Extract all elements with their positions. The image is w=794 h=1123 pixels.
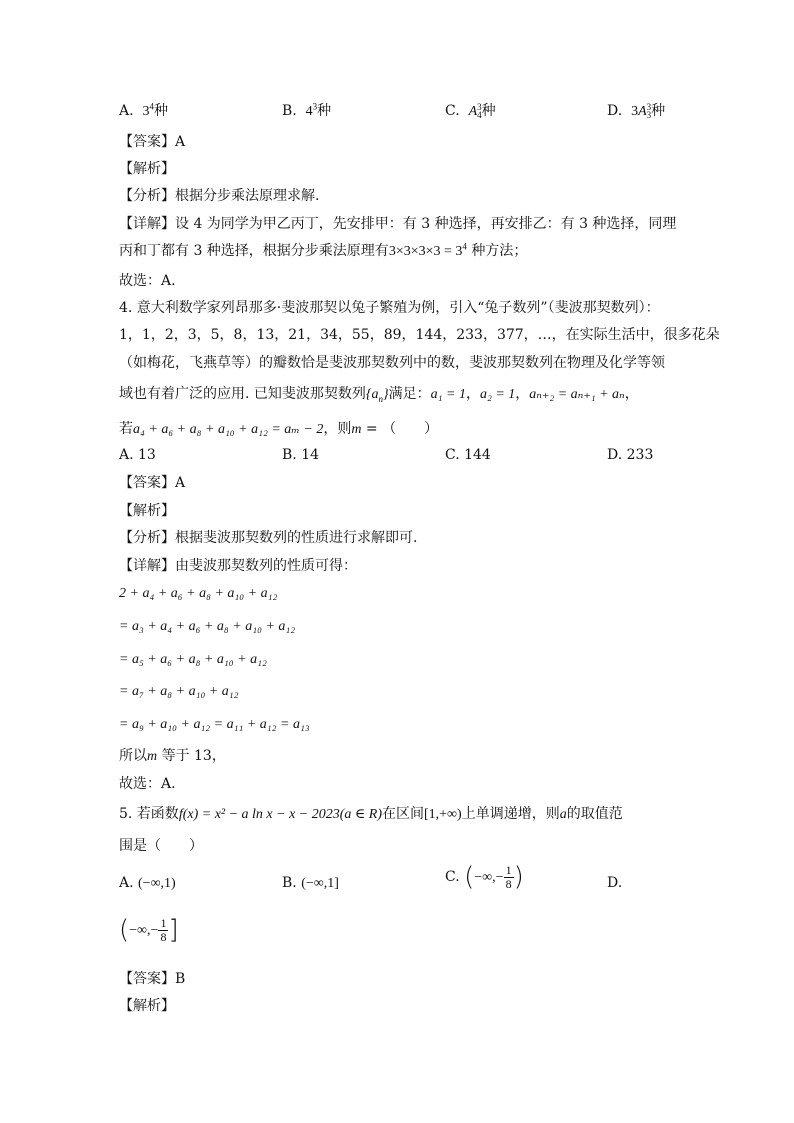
option-math: A xyxy=(468,104,478,119)
q3-option-b xyxy=(282,100,331,120)
option-math: A xyxy=(638,104,647,119)
option-math: (−∞,1] xyxy=(301,876,339,891)
option-label: C. xyxy=(445,869,460,885)
q5-answer xyxy=(119,968,185,988)
q4-option-d: D. 233 xyxy=(607,447,654,463)
q3-xiangjie-2 xyxy=(119,240,527,260)
seq-sub: n xyxy=(378,393,384,404)
q3-conclusion: 故选：A. xyxy=(119,273,176,289)
stem-text: 5. 若函数 xyxy=(119,806,179,822)
stem-math: m xyxy=(351,422,362,437)
xiangjie-tag: 【详解】 xyxy=(119,558,175,574)
stem-text: ，则 xyxy=(323,421,352,437)
q3-analysis-tag: 【解析】 xyxy=(119,161,175,177)
q4-answer xyxy=(119,472,185,492)
fraction-num: 1 xyxy=(505,862,512,877)
q4-fenxi xyxy=(119,527,417,547)
paren-open: ( xyxy=(119,915,130,945)
q4-xiangjie xyxy=(119,555,357,575)
option-exponent: 4 xyxy=(149,101,154,112)
q4-option-a: A. 13 xyxy=(119,447,156,463)
option-math: −∞,− xyxy=(474,870,504,885)
option-exponent: 3 xyxy=(312,101,318,112)
q3-option-a xyxy=(119,100,168,120)
q4-equation-5: = a₉ + a₁₀ + a₁₂ = a₁₁ + a₁₂ = a₁₃ xyxy=(119,717,310,732)
option-label: C. xyxy=(445,103,460,119)
fraction xyxy=(158,917,168,944)
q5-stem-2: 围是（ ） xyxy=(119,838,203,854)
stem-text: 满足： xyxy=(388,386,431,402)
answer-tag: 【答案】 xyxy=(119,475,175,491)
xiangjie-math: 3×3×3×3 = 3 xyxy=(388,244,463,259)
stem-math: a xyxy=(559,807,567,822)
seq-open: {a xyxy=(365,387,379,402)
q4-option-c: C. 144 xyxy=(445,447,491,463)
option-sup: 3 xyxy=(477,102,482,112)
option-sup: 3 xyxy=(646,102,652,112)
q3-option-c xyxy=(445,100,496,120)
option-sub: 4 xyxy=(477,110,482,120)
stem-math: a₄ + a₆ + a₈ + a₁₀ + a₁₂ = aₘ − 2 xyxy=(133,422,324,437)
fenxi-text: 根据分步乘法原理求解. xyxy=(175,188,320,204)
q3-answer xyxy=(119,131,185,151)
q4-stem-1: 4. 意大利数学家列昂那多·斐波那契以兔子繁殖为例，引入“兔子数列”（斐波那契数列）： xyxy=(119,300,660,316)
xiangjie-tag: 【详解】 xyxy=(119,216,175,232)
fenxi-tag: 【分析】 xyxy=(119,530,175,546)
paren-close: ) xyxy=(513,862,524,892)
q4-conclusion: 故选：A. xyxy=(119,776,176,792)
bracket-close: ] xyxy=(168,915,179,945)
q4-stem-2: 1，1，2，3，5，8，13，21，34，55，89，144，233，377，…，在实际生活中，很多花朵 xyxy=(119,327,720,343)
q4-stem-5 xyxy=(119,418,438,438)
option-unit: 种 xyxy=(651,103,666,119)
q4-stem-3: （如梅花，飞燕草等）的瓣数恰是斐波那契数列中的数，斐波那契数列在物理及化学等领 xyxy=(119,355,665,371)
option-label: B. xyxy=(282,103,297,119)
xiangjie-exp: 4 xyxy=(462,241,467,252)
q5-option-b xyxy=(282,875,339,892)
answer-tag: 【答案】 xyxy=(119,134,175,150)
answer-value: A xyxy=(175,134,186,150)
option-math: (−∞,1) xyxy=(138,876,176,891)
q3-xiangjie-1 xyxy=(119,213,676,233)
fraction-den: 8 xyxy=(505,876,512,891)
option-math: 4 xyxy=(305,104,313,119)
stem-text: 在区间 xyxy=(382,806,424,822)
xiangjie-text: 由斐波那契数列的性质可得： xyxy=(175,558,357,574)
q5-option-d xyxy=(119,915,179,945)
answer-value: B xyxy=(175,971,186,987)
stem-text: 域也有着广泛的应用. 已知斐波那契数列 xyxy=(119,386,366,402)
xiangjie-text: 丙和丁都有 3 种选择，根据分步乘法原理有 xyxy=(119,243,389,259)
fraction xyxy=(504,864,514,891)
q5-option-d-label: D. xyxy=(607,875,623,891)
option-unit: 种 xyxy=(481,103,496,119)
fraction-den: 8 xyxy=(160,929,167,944)
xiangjie-text: 种方法； xyxy=(471,243,528,259)
stem-math: a₁ = 1 xyxy=(430,387,466,402)
stem-math: aₙ₊₂ = aₙ₊₁ + aₙ xyxy=(529,387,625,402)
fraction-num: 1 xyxy=(160,915,167,930)
option-label: A. xyxy=(119,103,134,119)
stem-seq xyxy=(366,387,389,402)
stem-math: f(x) = x² − a ln x − x − 2023(a ∈ R) xyxy=(178,807,382,822)
answer-value: A xyxy=(175,475,186,491)
option-label: A. xyxy=(119,875,134,891)
stem-text: = （ ） xyxy=(365,421,439,437)
q4-equation-2: = a₃ + a₄ + a₆ + a₈ + a₁₀ + a₁₂ xyxy=(119,619,296,634)
q4-equation-1: 2 + a₄ + a₆ + a₈ + a₁₀ + a₁₂ xyxy=(119,586,278,601)
option-unit: 种 xyxy=(317,103,332,119)
xiangjie-text: 设 4 为同学为甲乙丙丁，先安排甲：有 3 种选择，再安排乙：有 3 种选择，同理 xyxy=(175,216,677,232)
q3-fenxi xyxy=(119,185,319,205)
q4-option-b: B. 14 xyxy=(282,447,320,463)
so-math: m xyxy=(147,749,158,764)
fenxi-text: 根据斐波那契数列的性质进行求解即可. xyxy=(175,530,418,546)
q4-equation-4: = a₇ + a₈ + a₁₀ + a₁₂ xyxy=(119,684,239,699)
q3-option-d xyxy=(607,100,665,120)
option-label: D. xyxy=(607,103,623,119)
so-text: 等于 13， xyxy=(161,748,226,764)
q4-so xyxy=(119,745,226,765)
answer-tag: 【答案】 xyxy=(119,971,175,987)
paren-open: ( xyxy=(464,862,475,892)
q5-stem-1 xyxy=(119,803,623,823)
seq-close: } xyxy=(383,387,389,402)
option-math: 3 xyxy=(142,104,150,119)
q4-stem-4: 域也有着广泛的应用. 已知斐波那契数列$\{a_n\}$满足：a₁ = 1，a₂ = 1，aₙ₊₂ = aₙ₊₁ + aₙ， xyxy=(119,386,639,404)
stem-text: 上单调递增，则 xyxy=(461,806,560,822)
option-label: B. xyxy=(282,875,297,891)
q4-analysis-tag: 【解析】 xyxy=(119,503,175,519)
fenxi-tag: 【分析】 xyxy=(119,188,175,204)
so-text: 所以 xyxy=(119,748,147,764)
stem-text: 的取值范 xyxy=(566,806,623,822)
q5-analysis-tag: 【解析】 xyxy=(119,998,175,1014)
option-math: −∞,− xyxy=(129,923,159,938)
q5-option-a xyxy=(119,875,176,892)
option-sub: 3 xyxy=(646,110,652,120)
q4-equation-3: = a₅ + a₆ + a₈ + a₁₀ + a₁₂ xyxy=(119,652,267,667)
option-unit: 种 xyxy=(153,103,168,119)
stem-math: a₂ = 1 xyxy=(479,387,516,402)
stem-math: [1,+∞) xyxy=(424,807,462,822)
q5-option-c xyxy=(445,862,524,892)
option-coef: 3 xyxy=(631,104,639,119)
stem-text: 若 xyxy=(119,421,133,437)
